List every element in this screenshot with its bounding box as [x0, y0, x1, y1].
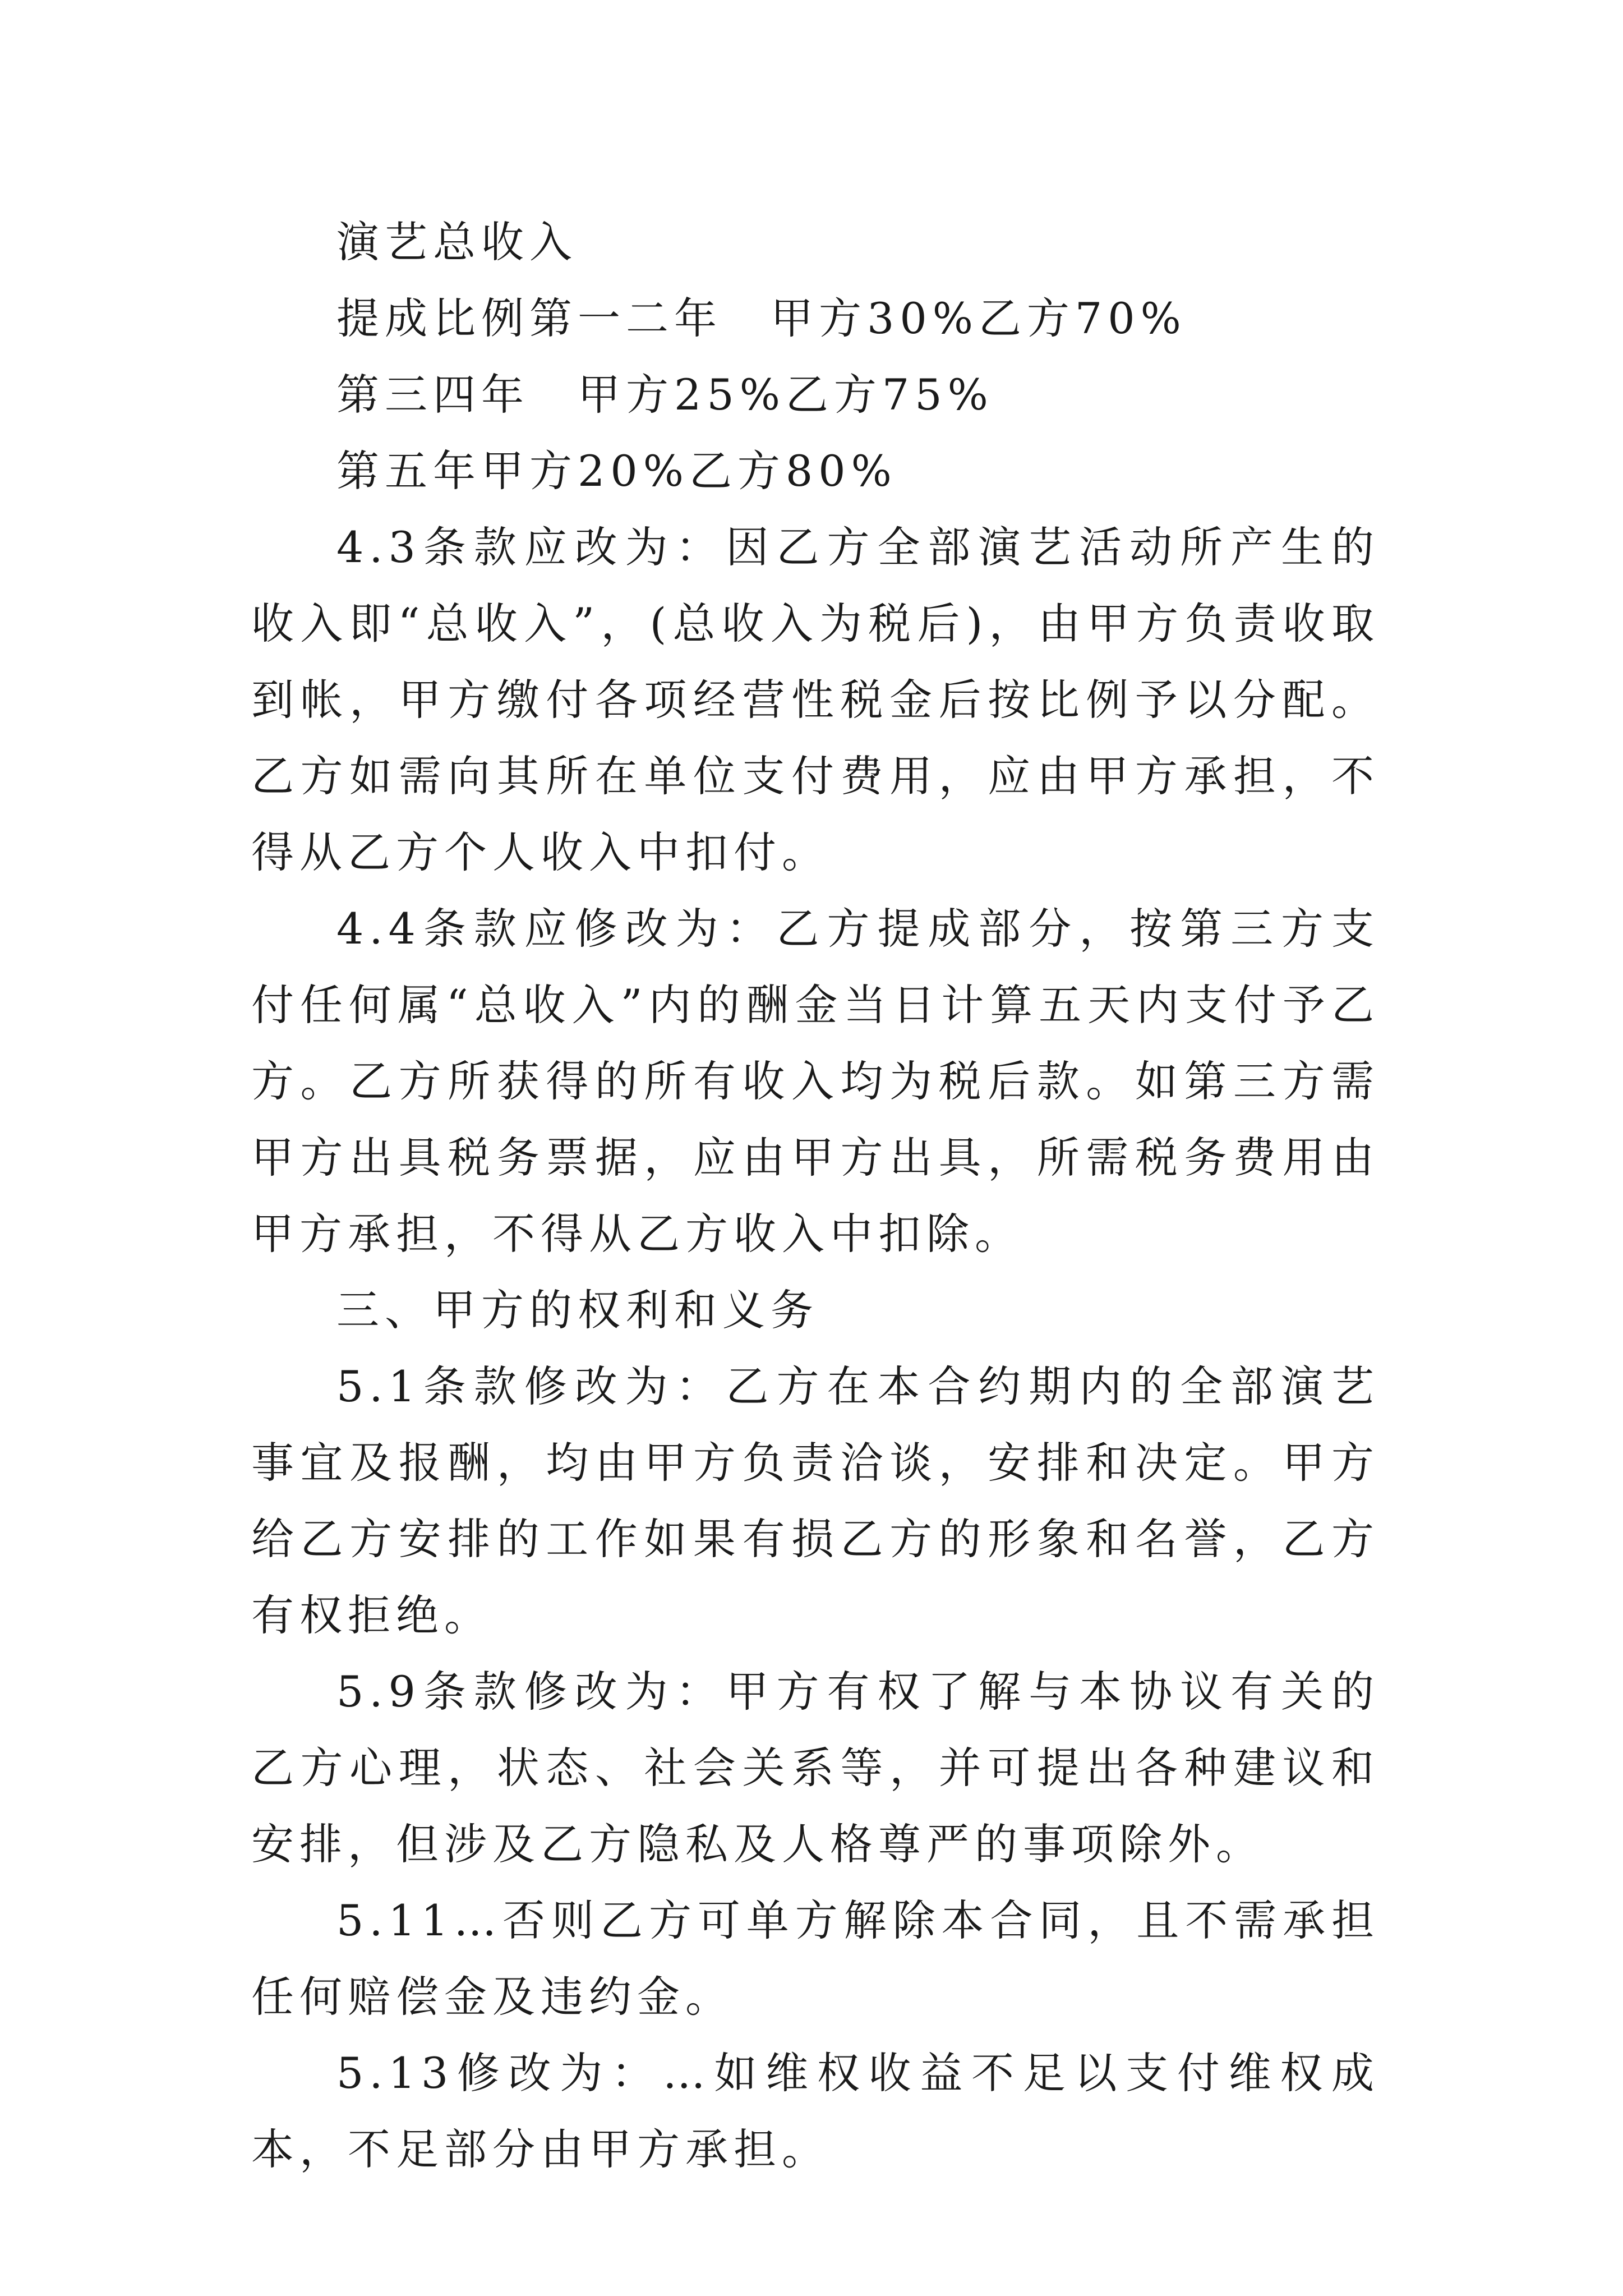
paragraph-commission-year-5: 第五年甲方20%乙方80% [336, 446, 897, 496]
section-heading-party-a-rights: 三、甲方的权利和义务 [336, 1285, 819, 1335]
document-body [251, 204, 1380, 2188]
paragraph-clause-5-1: 5.1条款修改为：乙方在本合约期内的全部演艺事宜及报酬，均由甲方负责洽谈，安排和决定。甲方给乙方安排的工作如果有损乙方的形象和名誉，乙方有权拒绝。 [251, 1361, 1380, 1640]
paragraph-clause-5-9: 5.9条款修改为：甲方有权了解与本协议有关的乙方心理，状态、社会关系等，并可提出各种建议和安排，但涉及乙方隐私及人格尊严的事项除外。 [251, 1667, 1380, 1869]
paragraph-clause-4-4: 4.4条款应修改为：乙方提成部分，按第三方支付任何属“总收入”内的酬金当日计算五天内支付予乙方。乙方所获得的所有收入均为税后款。如第三方需甲方出具税务票据，应由甲方出具，所需税务费用由甲方承担，不得从乙方收入中扣除。 [251, 904, 1380, 1259]
paragraph-clause-5-11: 5.11…否则乙方可单方解除本合同，且不需承担任何赔偿金及违约金。 [251, 1895, 1380, 2022]
paragraph-clause-4-3: 4.3条款应改为：因乙方全部演艺活动所产生的收入即“总收入”，(总收入为税后)，由甲方负责收取到帐，甲方缴付各项经营性税金后按比例予以分配。乙方如需向其所在单位支付费用，应由甲方承担，不得从乙方个人收入中扣付。 [251, 522, 1380, 877]
paragraph-commission-year-1-2: 提成比例第一二年 甲方30%乙方70% [336, 293, 1187, 343]
paragraph-commission-year-3-4: 第三四年 甲方25%乙方75% [336, 370, 994, 420]
paragraph-clause-5-13: 5.13修改为：…如维权收益不足以支付维权成本，不足部分由甲方承担。 [251, 2048, 1380, 2174]
paragraph-total-income: 演艺总收入 [336, 217, 578, 267]
